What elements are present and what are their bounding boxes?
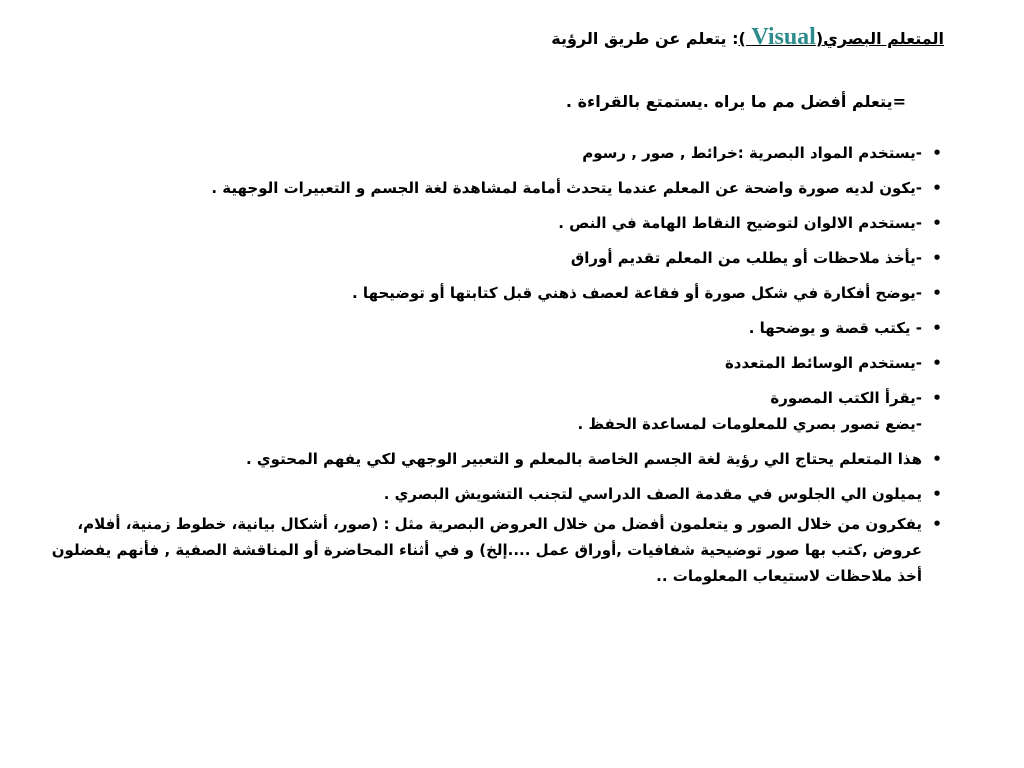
- bullet-dot: •: [932, 389, 942, 407]
- bullet-dot: •: [932, 515, 942, 533]
- list-item: [34, 481, 944, 507]
- title-english-term: Visual: [751, 24, 816, 50]
- bullet-dot: •: [932, 214, 942, 232]
- list-item-text: -يستخدم المواد البصرية :خرائط , صور , رسوم: [582, 144, 922, 162]
- list-item: [34, 315, 944, 341]
- list-item: [34, 511, 944, 589]
- list-item-text: -يستخدم الالوان لتوضيح النقاط الهامة في النص .: [558, 214, 922, 232]
- list-item-text: هذا المتعلم يحتاج الي رؤية لغة الجسم الخاصة بالمعلم و التعبير الوجهي لكي يفهم المحتوي .: [246, 450, 922, 468]
- list-item-text: - يكتب قصة و يوضحها .: [748, 319, 922, 337]
- title-description: : يتعلم عن طريق الرؤية: [551, 29, 739, 48]
- bullet-dot: •: [932, 284, 942, 302]
- list-item-text: -يستخدم الوسائط المتعددة: [724, 354, 922, 372]
- list-item-subline: -يضع تصور بصري للمعلومات لمساعدة الحفظ .: [577, 415, 922, 433]
- list-item: [34, 350, 944, 376]
- list-item: [34, 140, 944, 166]
- list-item-text: -يقرأ الكتب المصورة: [770, 389, 922, 407]
- bullet-list: [34, 140, 944, 598]
- list-item: [34, 446, 944, 472]
- bullet-dot: •: [932, 179, 942, 197]
- list-item: [34, 280, 944, 306]
- list-item-text: -يوضح أفكارة في شكل صورة أو فقاعة لعصف ذهني قبل كتابتها أو توضيحها .: [352, 284, 922, 302]
- title-term: [738, 24, 944, 50]
- bullet-dot: •: [932, 249, 942, 267]
- title-term-arabic: المتعلم البصري(: [815, 29, 944, 48]
- bullet-dot: •: [932, 450, 942, 468]
- bullet-dot: •: [932, 144, 942, 162]
- bullet-dot: •: [932, 319, 942, 337]
- list-item-text: -يأخذ ملاحظات أو يطلب من المعلم تقديم أوراق: [570, 249, 922, 267]
- list-item: [34, 210, 944, 236]
- list-item-text: يفكرون من خلال الصور و يتعلمون أفضل من خلال العروض البصرية مثل : (صور، أشكال بيانية، خطوط زمنية، أفلام، عروض ,كتب بها صور توضيحية شفافيات ,أوراق عمل ....إلخ) و في أثناء المحاضرة أو المناقشة الصفية , فأنهم يفضلون أخذ ملاحظات لاستيعاب المعلومات ..: [51, 515, 922, 585]
- list-item-text: -يكون لديه صورة واضحة عن المعلم عندما يتحدث أمامة لمشاهدة لغة الجسم و التعبيرات الوجهية .: [211, 179, 922, 197]
- list-item-text: يميلون الي الجلوس في مقدمة الصف الدراسي لتجنب التشويش البصري .: [383, 485, 922, 503]
- list-item: [34, 385, 944, 437]
- bullet-dot: •: [932, 354, 942, 372]
- intro-line: =يتعلم أفضل مم ما يراه .يستمتع بالقراءة .: [565, 92, 906, 111]
- title-close-paren: ): [738, 29, 752, 48]
- slide-title: [44, 24, 944, 51]
- bullet-dot: •: [932, 485, 942, 503]
- list-item: [34, 175, 944, 201]
- list-item: [34, 245, 944, 271]
